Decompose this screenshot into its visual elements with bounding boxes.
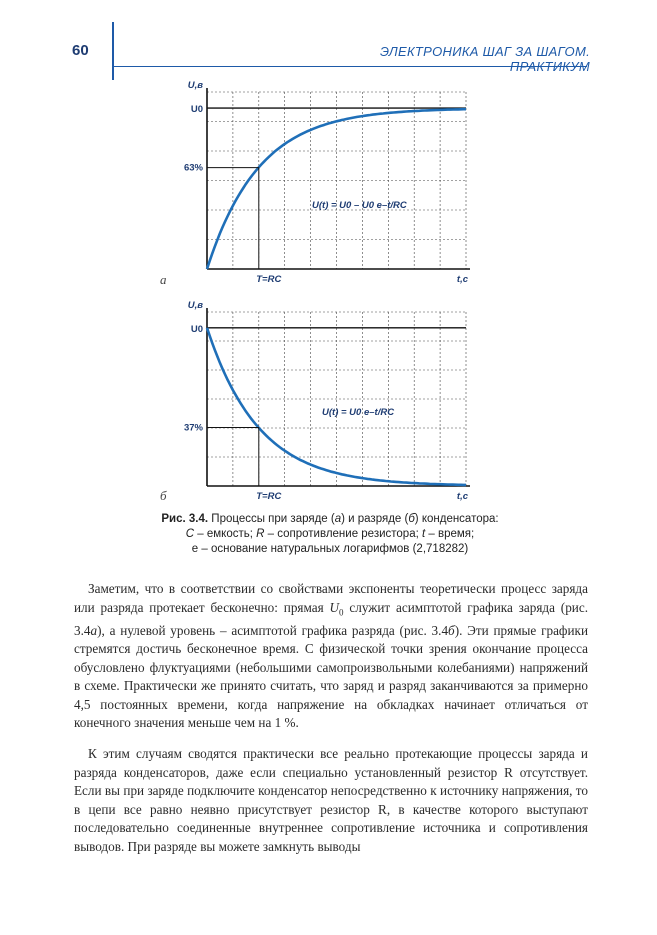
chart-discharge-asymptote-label: U0 [190,323,203,335]
body-paragraph-1 [74,580,588,733]
p1-text: ), а нулевой уровень – асимптотой графика разряда (рис. 3.4 [97,622,449,638]
chart-discharge-xlabel: t,с [456,491,468,502]
chart-charge-formula: U(t) = U0 – U0 e–t/RC [312,200,407,211]
caption-letter-b: б [408,513,415,525]
chart-discharge-formula: U(t) = U0 e–t/RC [322,407,395,418]
caption-line-1 [90,512,570,527]
p1-ref-a: а [90,622,98,638]
caption-text: – сопротивление резистора; [264,528,422,540]
caption-text: ) конденсатора: [414,513,499,525]
chart-discharge-panel-letter: б [160,488,167,503]
caption-text: – емкость; [194,528,257,540]
header-vertical-rule [112,22,114,80]
caption-text: ) и разряде ( [341,513,409,525]
chart-charge-xlabel: t,с [456,274,468,285]
chart-charge-marker-label: 63% [183,162,203,174]
running-head: ЭЛЕКТРОНИКА ШАГ ЗА ШАГОМ. ПРАКТИКУМ [380,44,590,74]
chart-discharge-grid [207,312,466,486]
chart-charge-grid [207,92,466,269]
caption-label: Рис. 3.4. [161,513,209,525]
chart-charge-asymptote-label: U0 [190,104,203,116]
chart-discharge-tc-label: T=RC [256,491,282,502]
caption-letter-a: а [334,513,342,525]
page-number: 60 [72,42,89,59]
chart-charge [0,80,657,295]
chart-charge-panel-letter: а [160,272,167,287]
chart-discharge-ylabel: U,в [187,300,203,311]
p1-text: Заметим, что в соответствии со свойствами экспоненты теоретически процесс заряда или разряда протекает бесконечно: прямая [74,581,588,615]
chart-discharge-marker-label: 37% [183,422,203,434]
caption-symbol: С [185,528,195,540]
caption-symbol: R [256,528,265,540]
chart-charge-ylabel: U,в [187,80,203,91]
caption-line-3: e – основание натуральных логарифмов (2,718282) [191,543,469,555]
chart-discharge-axes [207,308,470,486]
p1-symbol-sub: 0 [339,607,344,618]
caption-line-2 [90,527,570,542]
chart-charge-axes [207,88,470,269]
body-paragraph-2: К этим случаям сводятся практически все реально протекающие процессы заряда и разряда конденсаторов, даже если специально установленный резистор R отсутствует. Если вы при заряде подключите конденсатор непосредственно к источнику напряжения, то в цепи все равно неявно присутствует резистор R, в качестве которого выступают последовательно соединенные внутреннее сопротивление источника и сопротивления выводов. При разряде вы можете замкнуть выводы [74,746,588,854]
caption-text: Процессы при заряде ( [208,513,335,525]
chart-discharge [0,300,657,505]
figure-caption [90,512,570,557]
chart-charge-tc-label: T=RC [256,274,282,285]
caption-text: – время; [425,528,475,540]
p1-text: служит асимптотой графика заряда (рис. 3.4 [74,599,588,638]
p1-ref-b: б [448,622,455,638]
p1-text: ). Эти прямые графики стремятся достичь бесконечное время. С физической точки зрения окончание процесса обусловлено флуктуациями (небольшими самопроизвольными колебаниями) напряжений в схеме. Практически же принято считать, что заряд и разряд заканчиваются за примерно 4,5 постоянных времени, когда напряжение на обкладках начинает отличаться от конечного значения меньше чем на 1 %. [74,622,588,731]
caption-symbol: t [422,528,426,540]
p1-symbol-u: U [329,599,340,615]
